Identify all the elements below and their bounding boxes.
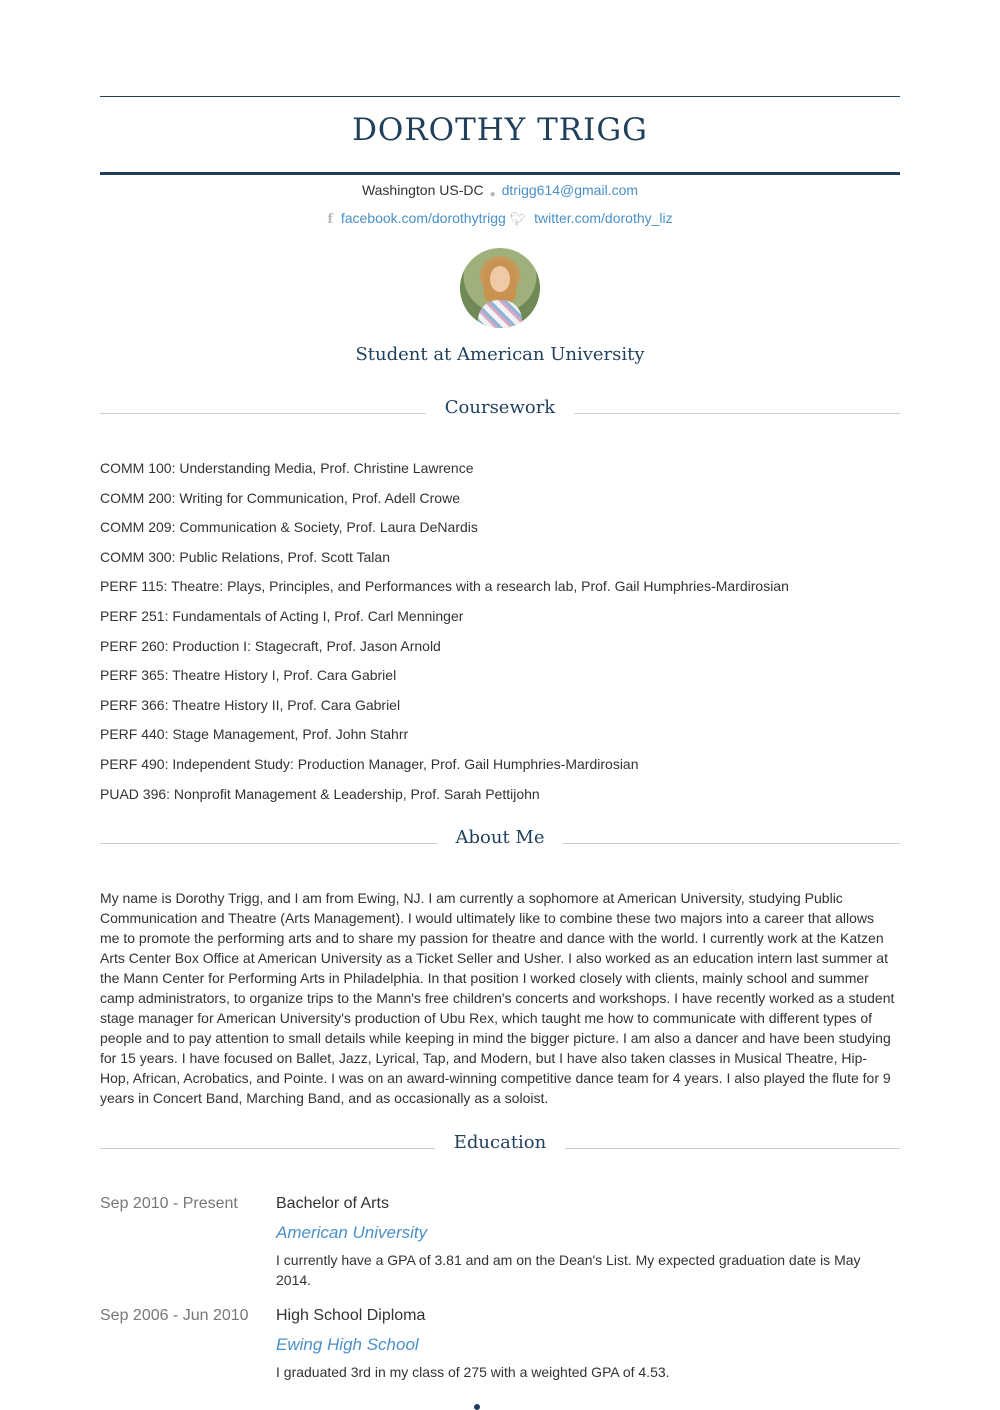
list-item: PERF 490: Independent Study: Production Manager, Prof. Gail Humphries-Mardirosian <box>100 755 639 772</box>
education-section-header <box>100 1132 900 1162</box>
avatar <box>460 248 540 328</box>
coursework-section-header <box>100 397 900 427</box>
list-item: COMM 100: Understanding Media, Prof. Christine Lawrence <box>100 460 474 476</box>
education-dates: Sep 2006 - Jun 2010 <box>100 1307 249 1324</box>
list-item: PERF 251: Fundamentals of Acting I, Prof. Carl Menninger <box>100 607 464 624</box>
list-item: PERF 365: Theatre History I, Prof. Cara Gabriel <box>100 667 397 684</box>
list-item: PUAD 396: Nonprofit Management & Leadership, Prof. Sarah Pettijohn <box>100 785 540 802</box>
email-link[interactable]: dtrigg614@gmail.com <box>501 182 639 198</box>
resume-name: DOROTHY TRIGG <box>352 112 648 148</box>
list-item: COMM 209: Communication & Society, Prof. Laura DeNardis <box>100 519 478 536</box>
list-item: PERF 440: Stage Management, Prof. John Stahrr <box>100 726 409 743</box>
location-text: Washington US-DC <box>361 182 484 198</box>
education-title: Education <box>453 1132 547 1153</box>
education-description: I graduated 3rd in my class of 275 with a weighted GPA of 4.53. <box>276 1364 670 1380</box>
list-item: COMM 200: Writing for Communication, Prof. Adell Crowe <box>100 489 460 506</box>
about-title: About Me <box>455 827 545 848</box>
bottom-rule <box>100 172 900 175</box>
avatar-face <box>490 266 510 292</box>
list-item: PERF 260: Production I: Stagecraft, Prof. Jason Arnold <box>100 637 441 654</box>
coursework-list <box>100 458 900 813</box>
education-dates: Sep 2010 - Present <box>100 1195 238 1212</box>
twitter-icon: 🐦︎ <box>509 211 527 226</box>
education-school: Ewing High School <box>276 1335 419 1354</box>
facebook-icon: f <box>327 212 333 227</box>
education-school: American University <box>276 1223 428 1242</box>
about-text: My name is Dorothy Trigg, and I am from Ewing, NJ. I am currently a sophomore at American University, studying Public Communication and Theatre (Arts Management). I would ultimately like to combine these two majors into a career that allows me to promote the performing arts and to share my passion for theatre and dance with the world. I currently work at the Katzen Arts Center Box Office at American University as a Ticket Seller and Usher. I also worked as an education intern last summer at the Mann Center for Performing Arts in Philadelphia. In that position I worked closely with clients, mainly school and summer camp administrators, to organize trips to the Mann's free children's concerts and workshops. I have recently worked as a student stage manager for American University's production of Ubu Rex, which taught me how to communicate with different types of people and to pay attention to small details while keeping in mind the bigger picture. I am also a dancer and have been studying for 15 years. I have focused on Ballet, Jazz, Lyrical, Tap, and Modern, but I have also taken classes in Musical Theatre, Hip-Hop, African, Acrobatics, and Pointe. I was on an award-winning competitive dance team for 4 years. I also played the flute for 9 years in Concert Band, Marching Band, and as occasionally as a soloist. <box>100 890 895 1106</box>
contact-line-primary <box>100 182 900 198</box>
about-section-header <box>100 827 900 857</box>
education-degree: High School Diploma <box>276 1307 426 1324</box>
coursework-title: Coursework <box>444 397 556 418</box>
education-degree: Bachelor of Arts <box>276 1195 389 1212</box>
list-item: PERF 115: Theatre: Plays, Principles, and Performances with a research lab, Prof. Gail Humphries-Mardirosian <box>100 578 789 595</box>
contact-line-social <box>100 210 900 227</box>
dot-separator-icon: ● <box>489 189 496 200</box>
list-item: PERF 366: Theatre History II, Prof. Cara Gabriel <box>100 696 401 713</box>
top-rule <box>100 96 900 97</box>
twitter-link[interactable]: twitter.com/dorothy_liz <box>534 210 673 226</box>
education-description: I currently have a GPA of 3.81 and am on the Dean's List. My expected graduation date is May 2014. <box>276 1252 861 1288</box>
list-item: COMM 300: Public Relations, Prof. Scott Talan <box>100 548 390 565</box>
facebook-link[interactable]: facebook.com/dorothytrigg <box>340 210 506 226</box>
avatar-body <box>478 300 522 328</box>
next-section-marker-icon <box>474 1404 480 1410</box>
headline: Student at American University <box>355 344 645 365</box>
